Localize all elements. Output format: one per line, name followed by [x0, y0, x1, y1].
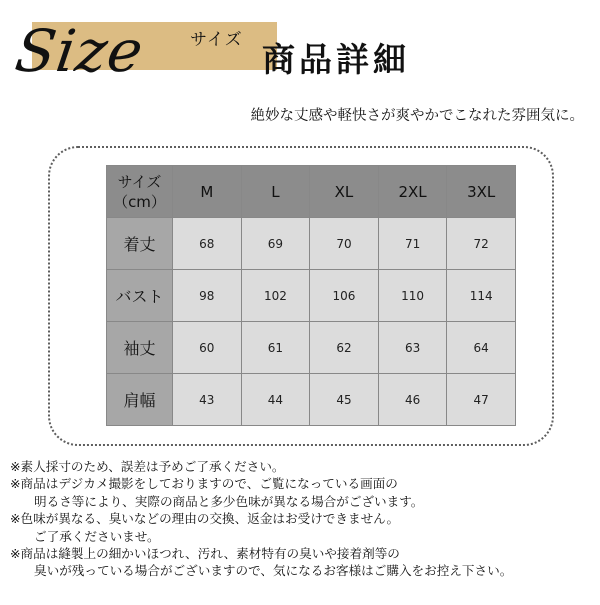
table-cell: 71	[378, 218, 447, 270]
table-cell: 45	[310, 374, 379, 426]
column-header-xl: XL	[310, 166, 379, 218]
table-row	[107, 218, 516, 270]
table-row	[107, 322, 516, 374]
column-header-l: L	[241, 166, 310, 218]
table-cell: 63	[378, 322, 447, 374]
note-line: ※色味が異なる、臭いなどの理由の交換、返金はお受けできません。	[10, 511, 400, 527]
table-cell: 64	[447, 322, 516, 374]
column-header-m: M	[173, 166, 242, 218]
column-header-3xl: 3XL	[447, 166, 516, 218]
note-line: ※商品は縫製上の細かいほつれ、汚れ、素材特有の臭いや接着剤等の	[10, 546, 400, 562]
table-cell: 102	[241, 270, 310, 322]
table-cell: 61	[241, 322, 310, 374]
table-cell: 98	[173, 270, 242, 322]
size-kana-label: サイズ	[190, 30, 243, 50]
table-cell: 60	[173, 322, 242, 374]
note-line: 臭いが残っている場合がございますので、気になるお客様はご購入をお控え下さい。	[34, 563, 513, 579]
table-row	[107, 374, 516, 426]
product-subtitle: 絶妙な丈感や軽快さが爽やかでこなれた雰囲気に。	[250, 108, 584, 124]
table-cell: 114	[447, 270, 516, 322]
corner-label-unit: （cm）	[113, 192, 166, 211]
column-header-2xl: 2XL	[378, 166, 447, 218]
table-cell: 43	[173, 374, 242, 426]
table-row	[107, 270, 516, 322]
notes-section	[10, 458, 595, 580]
table-cell: 72	[447, 218, 516, 270]
table-cell: 62	[310, 322, 379, 374]
table-cell: 68	[173, 218, 242, 270]
corner-label-size: サイズ	[117, 172, 162, 191]
note-line: ※商品はデジカメ撮影をしておりますので、ご覧になっている画面の	[10, 476, 398, 492]
table-cell: 69	[241, 218, 310, 270]
page-title: 商品詳細	[262, 40, 410, 79]
table-cell: 46	[378, 374, 447, 426]
note-line: ※素人採寸のため、誤差は予めご了承ください。	[10, 459, 285, 474]
table-cell: 110	[378, 270, 447, 322]
table-cell: 106	[310, 270, 379, 322]
note-line: ご了承くださいませ。	[34, 528, 160, 544]
table-header-row	[107, 166, 516, 218]
row-label-shoulder: 肩幅	[107, 374, 173, 426]
size-table	[106, 165, 516, 426]
table-corner-cell	[107, 166, 173, 218]
size-heading: Size	[11, 17, 148, 85]
note-line: 明るさ等により、実際の商品と多少色味が異なる場合がございます。	[34, 493, 424, 509]
row-label-sleeve: 袖丈	[107, 322, 173, 374]
table-cell: 70	[310, 218, 379, 270]
table-cell: 47	[447, 374, 516, 426]
row-label-length: 着丈	[107, 218, 173, 270]
table-cell: 44	[241, 374, 310, 426]
row-label-bust: バスト	[107, 270, 173, 322]
